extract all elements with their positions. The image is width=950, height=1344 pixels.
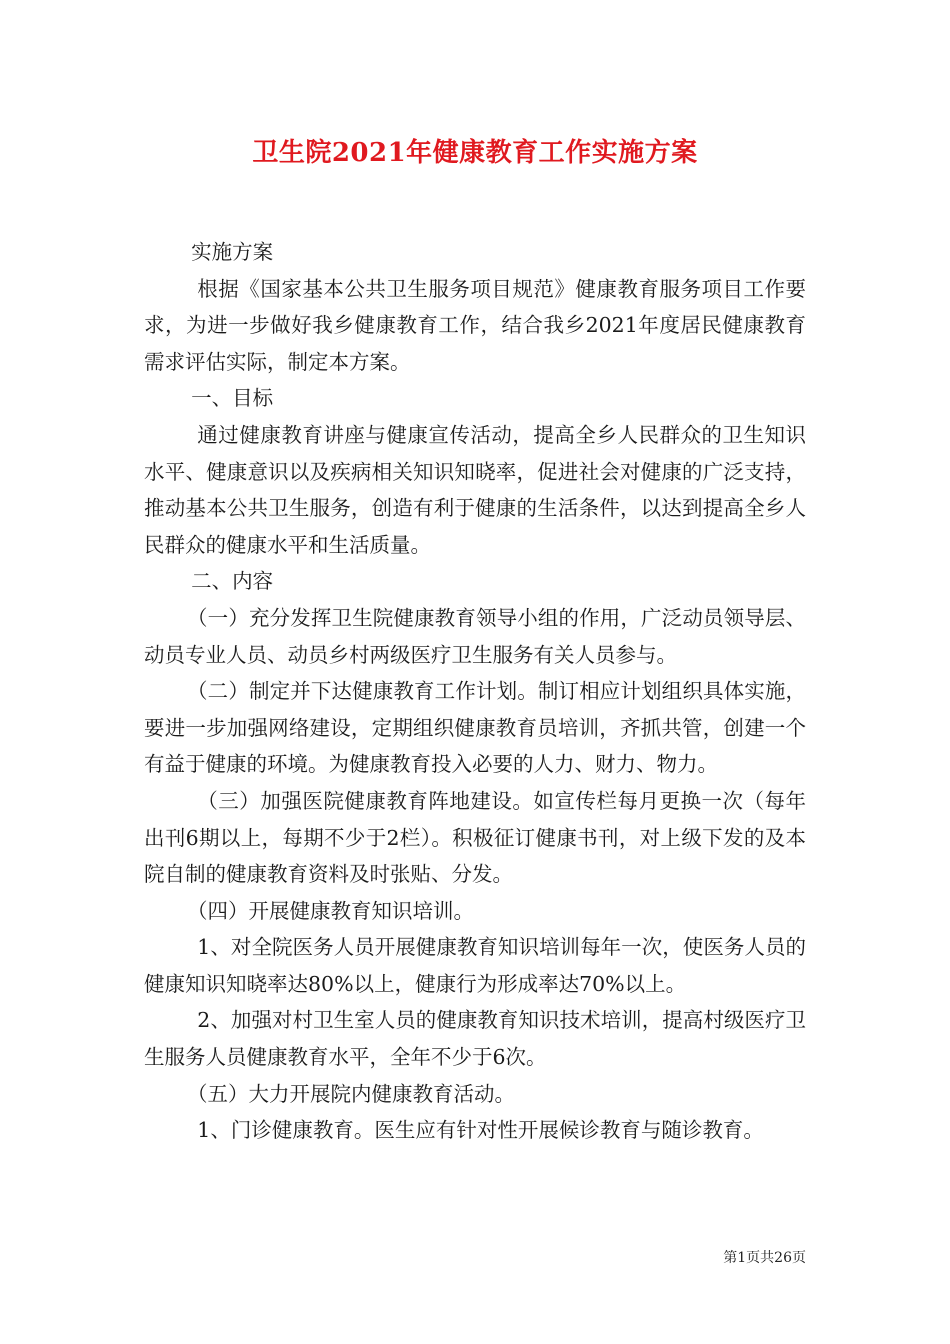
paragraph-goal: 通过健康教育讲座与健康宣传活动，提高全乡人民群众的卫生知识水平、健康意识以及疾病相关知识知晓率，促进社会对健康的广泛支持，推动基本公共卫生服务，创造有利于健康的生活条件，以达到提高全乡人民群众的健康水平和生活质量。 [144, 422, 806, 557]
paragraph-item-5: （五）大力开展院内健康教育活动。 [187, 1081, 516, 1106]
paragraph-item-4: （四）开展健康教育知识培训。 [187, 898, 475, 923]
section-heading-goal: 一、目标 [191, 386, 274, 411]
section-heading-plan: 实施方案 [191, 240, 274, 264]
paragraph-item-5-1: 1、门诊健康教育。医生应有针对性开展候诊教育与随诊教育。 [197, 1118, 764, 1143]
paragraph-item-3: （三）加强医院健康教育阵地建设。如宣传栏每月更换一次（每年出刊6期以上，每期不少于2栏）。积极征订健康书刊，对上级下发的及本院自制的健康教育资料及时张贴、分发。 [144, 788, 806, 887]
document-title: 卫生院2021年健康教育工作实施方案 [252, 138, 698, 168]
paragraph-intro: 根据《国家基本公共卫生服务项目规范》健康教育服务项目工作要求，为进一步做好我乡健康教育工作，结合我乡2021年度居民健康教育需求评估实际，制定本方案。 [144, 276, 806, 374]
page-number: 第1页共26页 [723, 1250, 806, 1266]
section-heading-content: 二、内容 [191, 569, 274, 594]
paragraph-item-2: （二）制定并下达健康教育工作计划。制订相应计划组织具体实施，要进一步加强网络建设，定期组织健康教育员培训，齐抓共管，创建一个有益于健康的环境。为健康教育投入必要的人力、财力、物力。 [144, 679, 806, 777]
paragraph-item-1: （一）充分发挥卫生院健康教育领导小组的作用，广泛动员领导层、动员专业人员、动员乡村两级医疗卫生服务有关人员参与。 [144, 605, 806, 667]
paragraph-item-4-1: 1、对全院医务人员开展健康教育知识培训每年一次，使医务人员的健康知识知晓率达80%以上，健康行为形成率达70%以上。 [144, 935, 806, 996]
paragraph-item-4-2: 2、加强对村卫生室人员的健康教育知识技术培训，提高村级医疗卫生服务人员健康教育水平，全年不少于6次。 [144, 1008, 806, 1070]
document-body [144, 234, 806, 1149]
